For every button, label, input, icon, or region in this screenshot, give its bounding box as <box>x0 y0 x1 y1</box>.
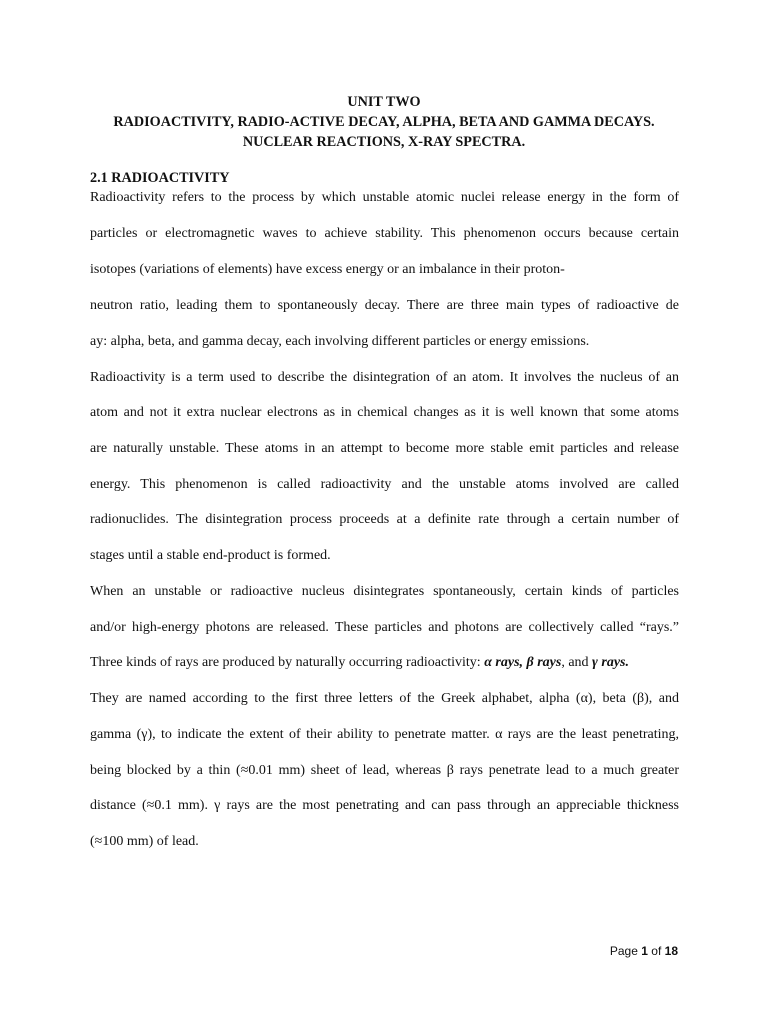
beta-rays-term: β rays <box>526 655 562 670</box>
paragraph-2-line: Radioactivity is a term used to describe the disintegration of an atom. It involves the nucleus of an <box>90 370 679 385</box>
paragraph-1-line: neutron ratio, leading them to spontaneously decay. There are three main types of radioactive de <box>90 298 679 313</box>
paragraph-3-line: When an unstable or radioactive nucleus disintegrates spontaneously, certain kinds of particles <box>90 584 679 599</box>
section-title: 2.1 RADIOACTIVITY <box>90 170 230 186</box>
page-word: Page <box>609 944 638 958</box>
paragraph-2-line: atom and not it extra nuclear electrons as in chemical changes as it is well known that some atoms <box>90 405 679 420</box>
paragraph-3-line: (≈100 mm) of lead. <box>90 834 199 849</box>
paragraph-3-rays-line <box>90 653 679 673</box>
rays-separator: , <box>519 655 527 670</box>
paragraph-2-line: are naturally unstable. These atoms in an attempt to become more stable emit particles and release <box>90 441 679 456</box>
paragraph-1-line: particles or electromagnetic waves to achieve stability. This phenomenon occurs because certain <box>90 226 679 241</box>
paragraph-2-line: energy. This phenomenon is called radioactivity and the unstable atoms involved are called <box>90 477 679 492</box>
gamma-rays-term: γ rays <box>592 655 626 670</box>
paragraph-1-line: ay: alpha, beta, and gamma decay, each involving different particles or energy emissions. <box>90 334 590 349</box>
paragraph-3-line: They are named according to the first three letters of the Greek alphabet, alpha (α), beta (β), and <box>90 691 679 706</box>
current-page-number: 1 <box>641 944 648 958</box>
chapter-title-line-2: NUCLEAR REACTIONS, X-RAY SPECTRA. <box>242 134 526 150</box>
paragraph-1-line: isotopes (variations of elements) have excess energy or an imbalance in their proton- <box>90 262 565 277</box>
paragraph-3-line: being blocked by a thin (≈0.01 mm) sheet of lead, whereas β rays penetrate lead to a much greater <box>90 763 679 778</box>
alpha-rays-term: α rays <box>484 655 520 670</box>
unit-title: UNIT TWO <box>347 94 421 110</box>
paragraph-2-line: radionuclides. The disintegration process proceeds at a definite rate through a certain number of <box>90 512 679 527</box>
total-pages: 18 <box>664 944 678 958</box>
document-heading <box>80 92 688 152</box>
paragraph-2-line: stages until a stable end-product is formed. <box>90 548 331 563</box>
paragraph-3-line: distance (≈0.1 mm). γ rays are the most penetrating and can pass through an appreciable thickness <box>90 798 679 813</box>
paragraph-3-line: gamma (γ), to indicate the extent of their ability to penetrate matter. α rays are the least penetrating, <box>90 727 679 742</box>
rays-line-end: . <box>625 655 629 670</box>
page-footer <box>560 942 678 960</box>
rays-separator: , and <box>561 655 593 670</box>
rays-line-prefix: Three kinds of rays are produced by naturally occurring radioactivity: <box>90 655 485 670</box>
paragraph-3-line: and/or high-energy photons are released. These particles and photons are collectively called “rays.” <box>90 620 679 635</box>
of-word: of <box>651 944 662 958</box>
paragraph-1-line: Radioactivity refers to the process by which unstable atomic nuclei release energy in the form of <box>90 190 679 205</box>
chapter-title-line-1: RADIOACTIVITY, RADIO-ACTIVE DECAY, ALPHA, BETA AND GAMMA DECAYS. <box>113 114 655 130</box>
